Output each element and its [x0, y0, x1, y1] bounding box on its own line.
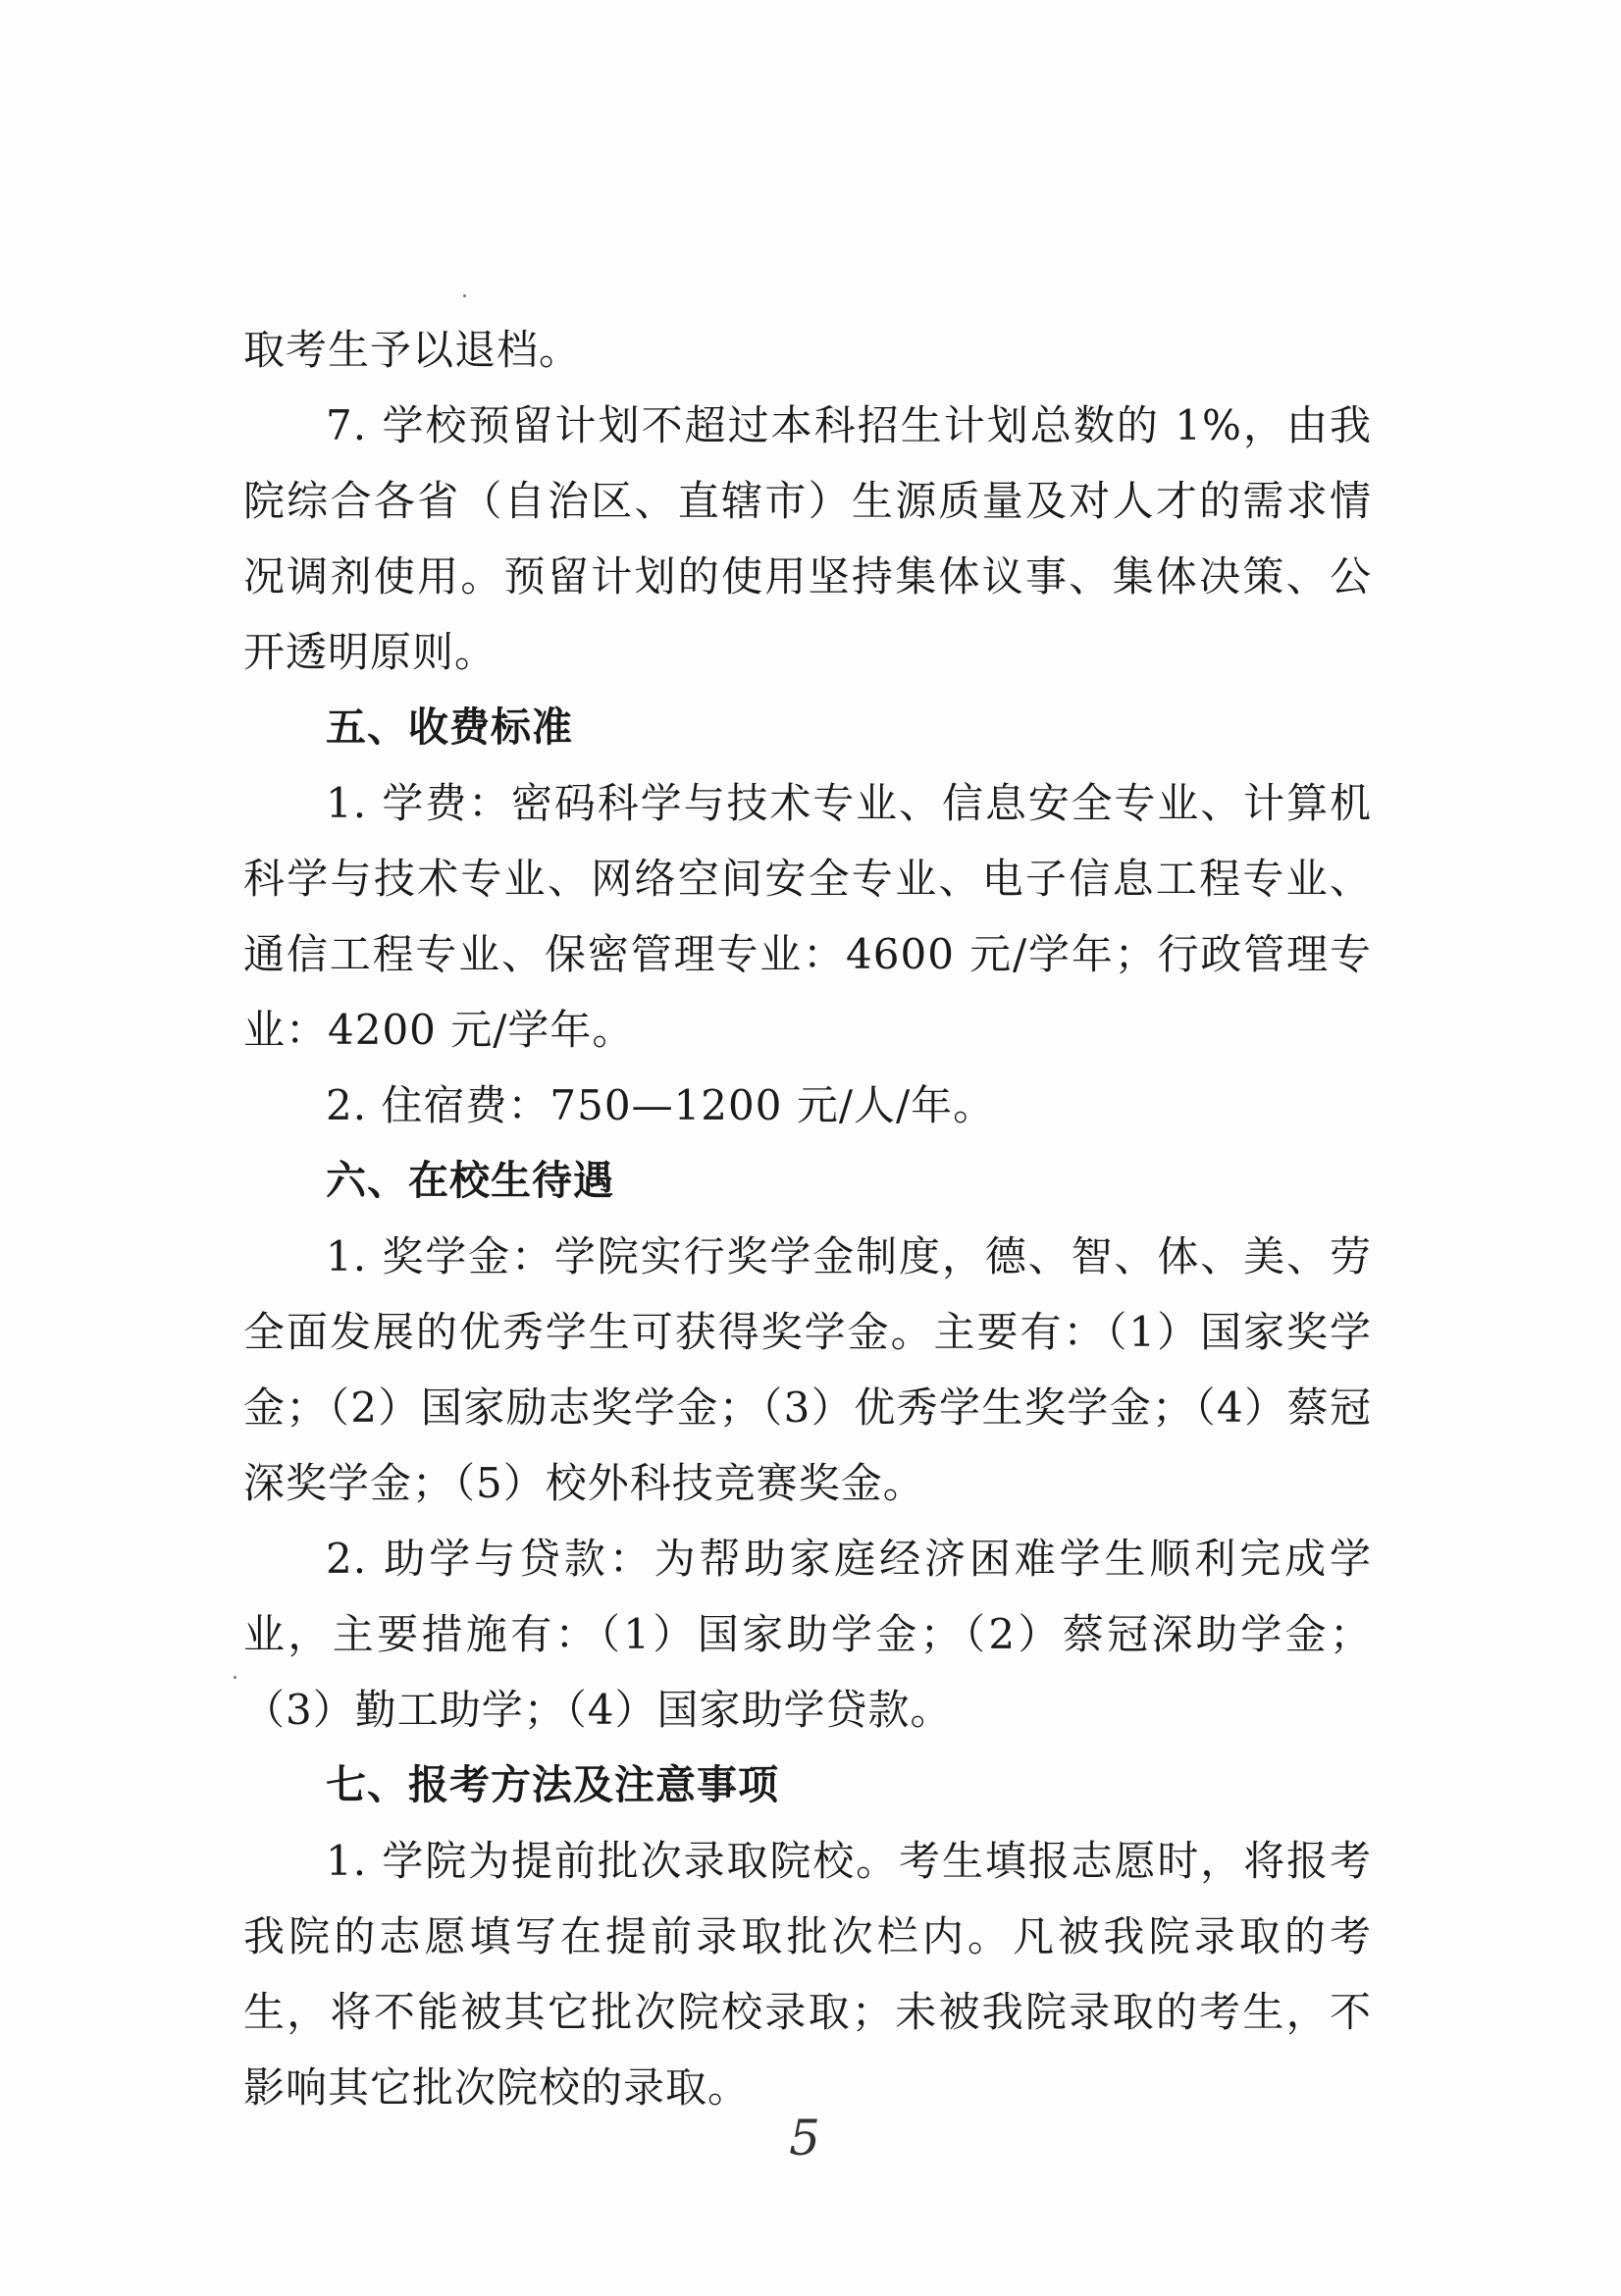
section-heading: 六、在校生待遇 [326, 1157, 614, 1204]
body-paragraph: 取考生予以退档。 [243, 326, 582, 374]
body-paragraph: 7. 学校预留计划不超过本科招生计划总数的 1%，由我院综合各省（自治区、直辖市）生源质量及对人才的需求情况调剂使用。预留计划的使用坚持集体议事、集体决策、公开透明原则。 [243, 401, 1372, 676]
section-heading: 五、收费标准 [326, 704, 573, 751]
page-number: 5 [789, 2110, 820, 2166]
scan-speck [234, 1676, 236, 1679]
body-paragraph: 1. 学院为提前批次录取院校。考生填报志愿时，将报考我院的志愿填写在提前录取批次栏内。凡被我院录取的考生，将不能被其它批次院校录取；未被我院录取的考生，不影响其它批次院校的录取。 [243, 1837, 1372, 2112]
body-paragraph: 1. 奖学金：学院实行奖学金制度，德、智、体、美、劳全面发展的优秀学生可获得奖学金。主要有：（1）国家奖学金；（2）国家励志奖学金；（3）优秀学生奖学金；（4）蔡冠深奖学金；（5）校外科技竞赛奖金。 [243, 1232, 1372, 1507]
body-paragraph: 1. 学费：密码科学与技术专业、信息安全专业、计算机科学与技术专业、网络空间安全专业、电子信息工程专业、通信工程专业、保密管理专业：4600 元/学年；行政管理专业：4200 元/学年。 [243, 779, 1372, 1054]
body-paragraph: 2. 助学与贷款：为帮助家庭经济困难学生顺利完成学业，主要措施有：（1）国家助学金；（2）蔡冠深助学金；（3）勤工助学；（4）国家助学贷款。 [243, 1535, 1372, 1734]
section-heading: 七、报考方法及注意事项 [326, 1761, 779, 1808]
body-paragraph: 2. 住宿费：750—1200 元/人/年。 [326, 1081, 996, 1129]
document-body [243, 312, 1372, 2125]
scan-speck [463, 294, 466, 297]
